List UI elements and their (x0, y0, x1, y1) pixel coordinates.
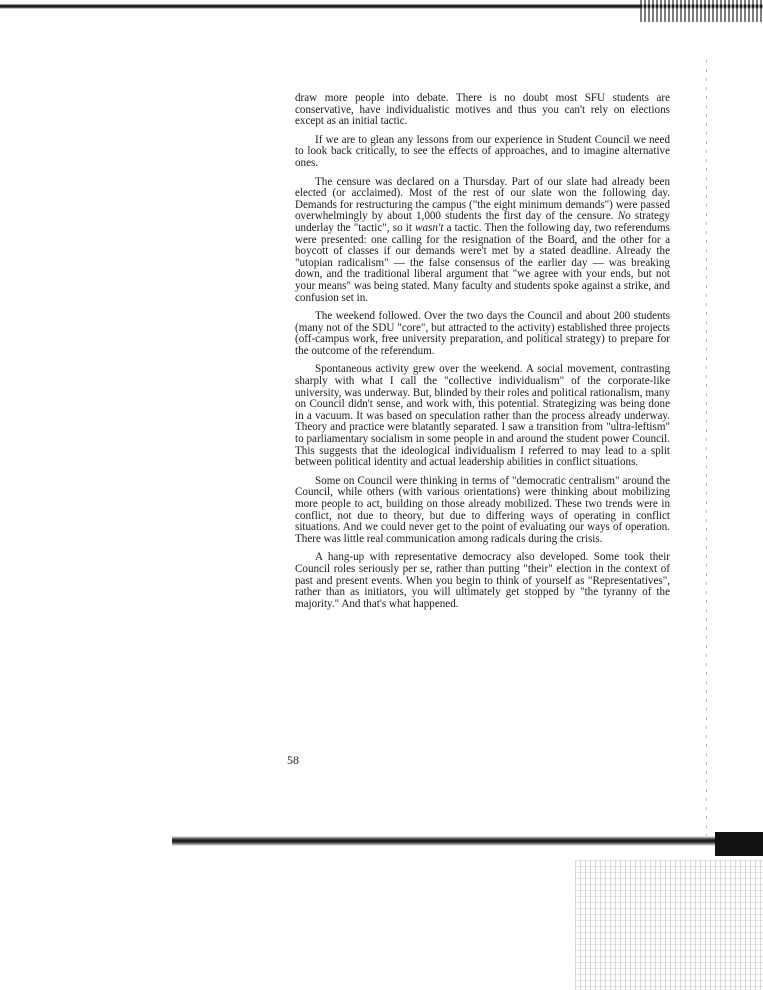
paragraph: If we are to glean any lessons from our experience in Student Council we need to look back critically, to see the effects of approaches, and to imagine alternative ones. (295, 133, 670, 169)
paragraph-text: strategy underlay the "tactic", so it (295, 210, 670, 234)
paragraph: Spontaneous activity grew over the weekend. A social movement, contrasting sharply with what I call the "collective individualism" of the corporate-like university, was underway. But, blinded by their roles and political rationalism, many on Council didn't sense, and work with, this potential. Strategizing was being done in a vacuum. It was based on speculation rather than the process already underway. Theory and practice were blatantly separated. I saw a transition from "ultra-leftism" to parliamentary socialism in some people in and around the student power Council. This suggests that the ideological individualism I referred to may lead to a split between political identity and actual leadership abilities in conflict situations. (295, 363, 670, 469)
scan-edge-right (706, 60, 707, 840)
paragraph-text: The censure was declared on a Thursday. Part of our slate had already been elected (or acclaimed). Most of the rest of our slate won the following day. Demands for restructuring the campus ("the eight minimum demands") were passed overwhelmingly by about 1,000 students the first day of the censure. (295, 175, 670, 223)
emphasis-text: wasn't (415, 221, 444, 234)
paragraph: Some on Council were thinking in terms of "democratic centralism" around the Council, while others (with various orientations) were thinking about mobilizing more people to act, building on those already mobilized. These two trends were in conflict, not due to theory, but due to differing ways of operating in conflict situations. And we could never get to the point of evaluating our ways of operation. There was little real communication among radicals during the crisis. (295, 474, 670, 545)
page-number: 58 (287, 753, 299, 767)
scan-edge-top-right (640, 0, 763, 22)
emphasis-text: No (617, 210, 631, 223)
scan-edge-bottom-right (715, 832, 763, 856)
scan-noise (575, 860, 763, 990)
paragraph: The weekend followed. Over the two days the Council and about 200 students (many not of the SDU "core", but attracted to the activity) established three projects (off-campus work, free university preparation, and political strategy) to prepare for the outcome of the referendum. (295, 310, 670, 357)
paragraph: A hang-up with representative democracy also developed. Some took their Council roles seriously per se, rather than putting "their" election in the context of past and present events. When you begin to think of yourself as "Representatives", rather than as initiators, you will ultimately get stopped by "the tyranny of the majority." And that's what happened. (295, 551, 670, 610)
body-text (295, 93, 670, 617)
paragraph-text: a tactic. Then the following day, two referendums were presented: one calling for the resignation of the Board, and the other for a boycott of classes if our demands were't met by a stated deadline. Already the "utopian radicalism" — the false consensus of the earlier day — was breaking down, and the traditional liberal argument that "we agree with your ends, but not your means" was being stated. Many faculty and students spoke against a strike, and confusion set in. (295, 221, 670, 304)
paragraph (295, 177, 670, 305)
scan-edge-bottom (172, 836, 717, 846)
paragraph: draw more people into debate. There is no doubt most SFU students are conservative, have individualistic motives and thus you can't rely on elections except as an initial tactic. (295, 92, 670, 128)
